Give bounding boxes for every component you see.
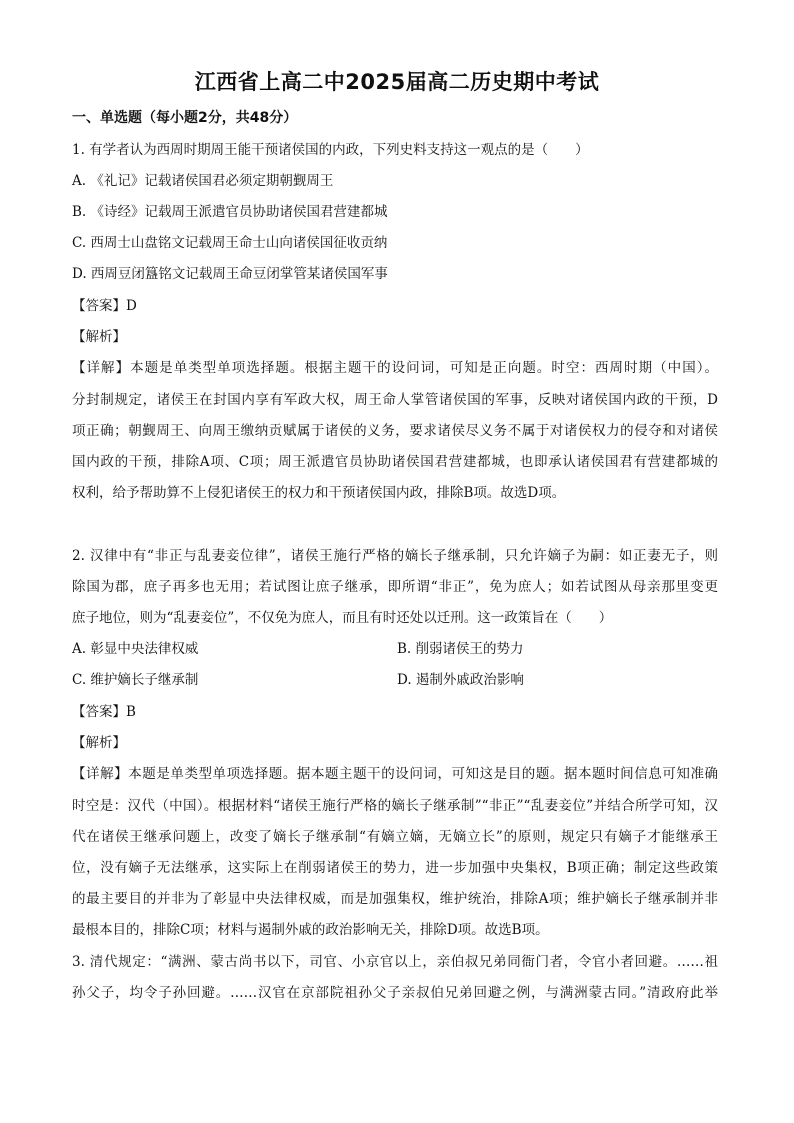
q1-detail-line: 国内政的干预，排除A项、C项；周王派遣官员协助诸侯国君营建都城，也即承认诸侯国君有营建都城的 [72,454,718,470]
q3-stem-line: 3. 清代规定：“满洲、蒙古尚书以下，司官、小京官以上，亲伯叔兄弟同衙门者，令官小者回避。……祖 [72,954,718,970]
q2-detail-line: 时空是：汉代（中国）。根据材料“诸侯王施行严格的嫡长子继承制”“非正”“乱妻妾位”并结合所学可知，汉 [72,798,718,814]
q2-detail-line: 最根本目的，排除C项；材料与遏制外戚的政治影响无关，排除D项。故选B项。 [72,922,549,938]
q2-option-a: A. 彰显中央法律权威 [72,641,199,657]
q2-option-d: D. 遏制外戚政治影响 [397,672,524,688]
q1-option-b: B. 《诗经》记载周王派遣官员协助诸侯国君营建都城 [72,204,388,220]
q1-detail-line: 【详解】本题是单类型单项选择题。根据主题干的设问词，可知是正向题。时空：西周时期（中国）。 [72,360,718,376]
q2-answer: 【答案】B [72,704,136,720]
page-title: 江西省上高二中2025届高二历史期中考试 [194,70,600,94]
section-heading: 一、单选题（每小题2分，共48分） [72,110,298,126]
q1-detail-line: 项正确；朝觐周王、向周王缴纳贡赋属于诸侯的义务，要求诸侯尽义务不属于对诸侯权力的侵夺和对诸侯 [72,423,718,439]
q2-option-c: C. 维护嫡长子继承制 [72,672,199,688]
q2-detail-line: 的最主要目的并非为了彰显中央法律权威，而是加强集权，维护统治，排除A项；维护嫡长子继承制并非 [72,891,718,907]
q1-detail-line: 权利，给予帮助算不上侵犯诸侯王的权力和干预诸侯国内政，排除B项。故选D项。 [72,485,566,501]
q3-stem-line: 孙父子，均令子孙回避。……汉官在京部院祖孙父子亲叔伯兄弟回避之例，与满洲蒙古同。”清政府此举 [72,985,718,1001]
q1-detail-line: 分封制规定，诸侯王在封国内享有军政大权，周王命人掌管诸侯国的军事，反映对诸侯国内政的干预，D [72,392,718,408]
q1-option-c: C. 西周士山盘铭文记载周王命士山向诸侯国征收贡纳 [72,235,388,251]
q2-stem-line: 除国为郡，庶子再多也无用；若试图让庶子继承，即所谓“非正”，免为庶人；如若试图从母亲那里变更 [72,579,718,595]
q2-detail-line: 【详解】本题是单类型单项选择题。据本题主题干的设问词，可知这是目的题。据本题时间信息可知准确 [72,766,718,782]
q1-option-d: D. 西周豆闭簋铭文记载周王命豆闭掌管某诸侯国军事 [72,266,388,282]
q1-analysis-label: 【解析】 [72,329,126,345]
q1-answer: 【答案】D [72,298,137,314]
q2-option-b: B. 削弱诸侯王的势力 [397,641,524,657]
q2-analysis-label: 【解析】 [72,735,126,751]
q2-stem-line: 庶子地位，则为“乱妻妾位”，不仅免为庶人，而且有时还处以迁刑。这一政策旨在（ ） [72,610,613,626]
q2-stem-line: 2. 汉律中有“非正与乱妻妾位律”，诸侯王施行严格的嫡长子继承制，只允许嫡子为嗣：如正妻无子，则 [72,548,718,564]
q2-detail-line: 位，没有嫡子无法继承，这实际上在削弱诸侯王的势力，进一步加强中央集权，B项正确；制定这些政策 [72,860,718,876]
q2-detail-line: 代在诸侯王继承问题上，改变了嫡长子继承制“有嫡立嫡，无嫡立长”的原则，规定只有嫡子才能继承王 [72,829,718,845]
q1-stem: 1. 有学者认为西周时期周王能干预诸侯国的内政，下列史料支持这一观点的是（ ） [72,142,589,158]
q1-option-a: A. 《礼记》记载诸侯国君必须定期朝觐周王 [72,173,334,189]
